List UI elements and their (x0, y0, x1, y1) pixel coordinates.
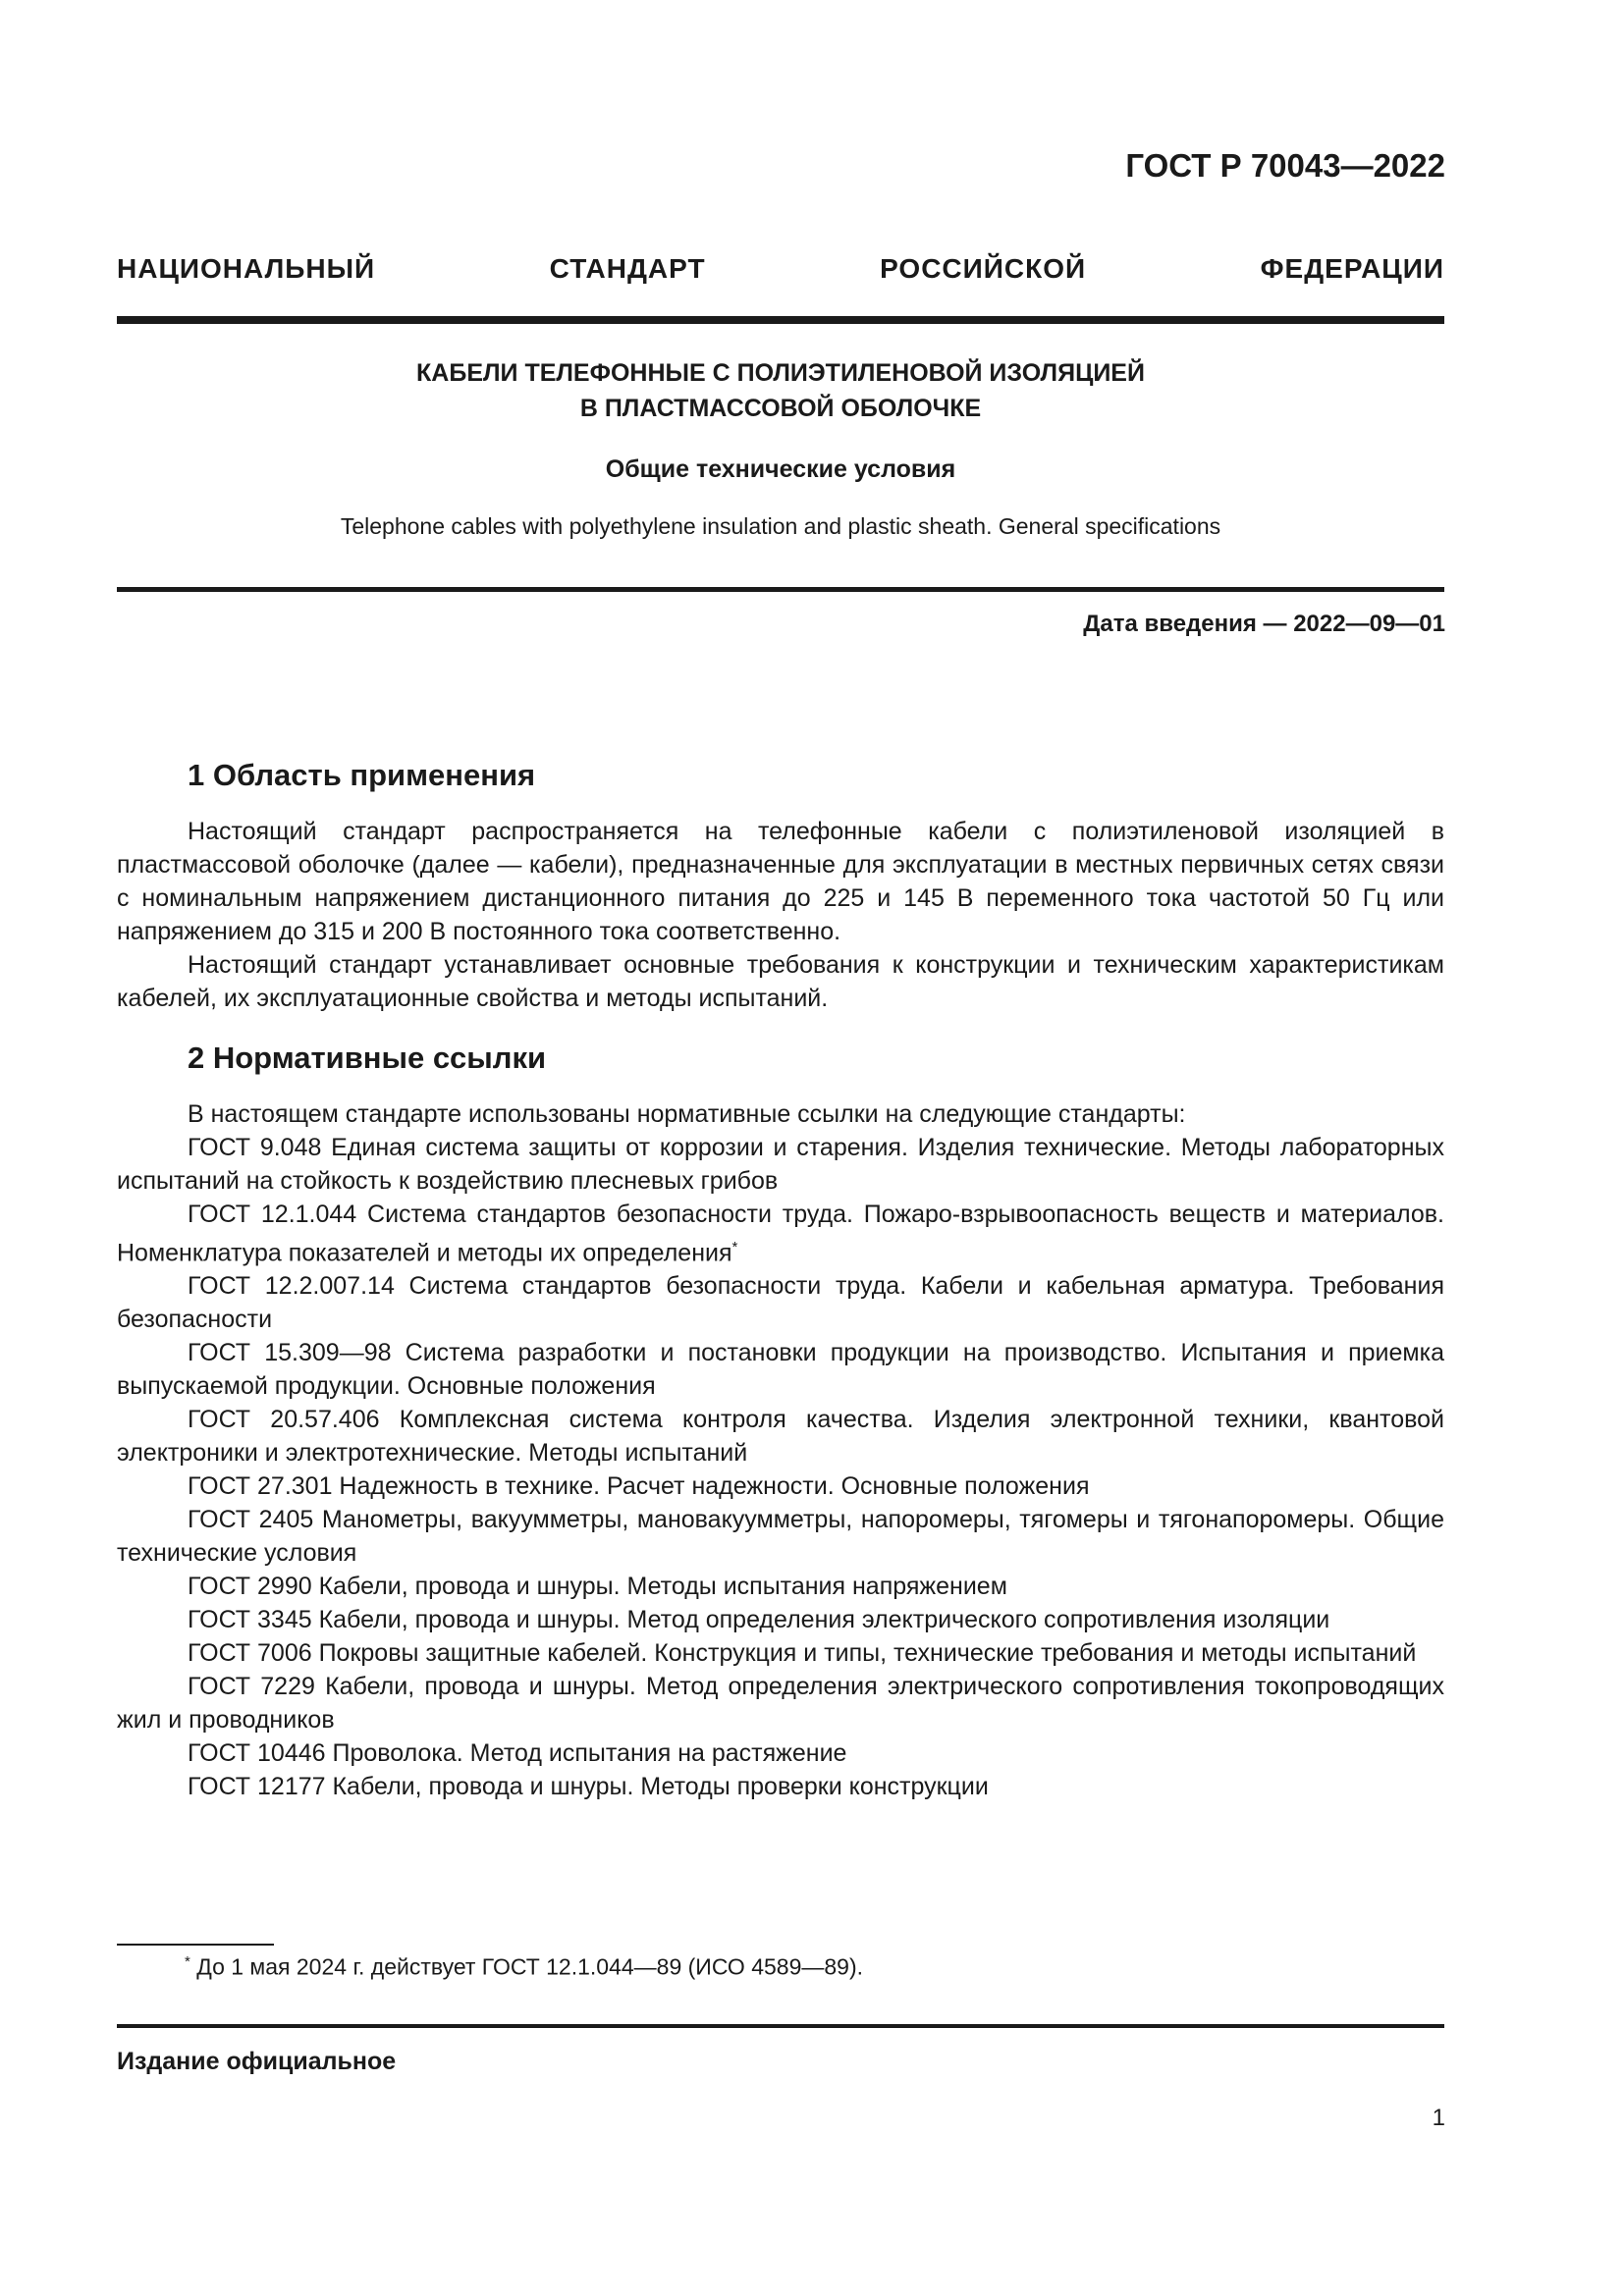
section2-heading: 2 Нормативные ссылки (188, 1041, 547, 1075)
main-content (117, 756, 1444, 1803)
footnote (185, 1953, 863, 1981)
document-title-line2: В ПЛАСТМАССОВОЙ ОБОЛОЧКЕ (579, 395, 982, 422)
top-rule (117, 316, 1444, 324)
footnote-text: До 1 мая 2024 г. действует ГОСТ 12.1.044—89 (ИСО 4589—89). (196, 1953, 864, 1980)
reference-item: ГОСТ 10446 Проволока. Метод испытания на растяжение (188, 1739, 847, 1768)
reference-item: ГОСТ 3345 Кабели, провода и шнуры. Метод определения электрического сопротивления изоляции (188, 1606, 1330, 1634)
footnote-mark: * (185, 1953, 190, 1970)
reference-item: ГОСТ 12.2.007.14 Система стандартов безопасности труда. Кабели и кабельная арматура. Требования безопасности (117, 1272, 1444, 1334)
reference-item: ГОСТ 2990 Кабели, провода и шнуры. Методы испытания напряжением (188, 1573, 1007, 1601)
footnote-separator (117, 1944, 274, 1946)
title-block (117, 355, 1444, 540)
section1-paragraph: Настоящий стандарт распространяется на телефонные кабели с полиэтиленовой изоляцией в пластмассовой оболочке (далее — кабели), предназначенные для эксплуатации в местных первичных сетях связи с номинальным напряжением дистанционного питания до 225 и 145 В переменного тока частотой 50 Гц или напряжением до 315 и 200 В постоянного тока соответственно. (117, 818, 1444, 945)
reference-item: ГОСТ 7006 Покровы защитные кабелей. Конструкция и типы, технические требования и методы испытаний (188, 1639, 1417, 1668)
document-english-title: Telephone cables with polyethylene insulation and plastic sheath. General specifications (340, 513, 1221, 539)
document-title (117, 355, 1444, 426)
section1-heading: 1 Область применения (188, 758, 536, 792)
document-title-line1: КАБЕЛИ ТЕЛЕФОННЫЕ С ПОЛИЭТИЛЕНОВОЙ ИЗОЛЯЦИЕЙ (416, 359, 1145, 387)
reference-item: ГОСТ 20.57.406 Комплексная система контроля качества. Изделия электронной техники, квантовой электроники и электротехнические. Методы испытаний (117, 1406, 1444, 1468)
reference-item (117, 1198, 1444, 1269)
reference-item: ГОСТ 12177 Кабели, провода и шнуры. Методы проверки конструкции (188, 1773, 989, 1801)
reference-item: ГОСТ 2405 Манометры, вакуумметры, мановакуумметры, напоромеры, тягомеры и тягонапоромеры. Общие технические условия (117, 1506, 1444, 1568)
reference-item: ГОСТ 27.301 Надежность в технике. Расчет надежности. Основные положения (188, 1472, 1090, 1501)
national-standard-title: НАЦИОНАЛЬНЫЙ СТАНДАРТ РОССИЙСКОЙ ФЕДЕРАЦИИ (117, 253, 1444, 284)
reference-item: ГОСТ 7229 Кабели, провода и шнуры. Метод определения электрического сопротивления токопроводящих жил и проводников (117, 1673, 1444, 1735)
section2-intro: В настоящем стандарте использованы нормативные ссылки на следующие стандарты: (188, 1100, 1186, 1128)
footnote-mark: * (731, 1239, 738, 1255)
introduction-date: Дата введения — 2022—09—01 (1083, 611, 1445, 637)
standard-number: ГОСТ Р 70043—2022 (1125, 147, 1445, 184)
official-edition-label: Издание официальное (117, 2048, 397, 2075)
reference-item: ГОСТ 15.309—98 Система разработки и постановки продукции на производство. Испытания и приемка выпускаемой продукции. Основные положения (117, 1339, 1444, 1401)
reference-item: ГОСТ 9.048 Единая система защиты от коррозии и старения. Изделия технические. Методы лабораторных испытаний на стойкость к воздействию плесневых грибов (117, 1134, 1444, 1195)
middle-rule (117, 587, 1444, 592)
reference-item-text: ГОСТ 12.1.044 Система стандартов безопасности труда. Пожаро-взрывоопасность веществ и материалов. Номенклатура показателей и методы их определения (117, 1201, 1444, 1267)
page-number: 1 (1432, 2105, 1445, 2131)
bottom-rule (117, 2024, 1444, 2028)
section1-paragraph: Настоящий стандарт устанавливает основные требования к конструкции и техническим характеристикам кабелей, их эксплуатационные свойства и методы испытаний. (117, 951, 1444, 1012)
document-subtitle: Общие технические условия (605, 455, 956, 483)
